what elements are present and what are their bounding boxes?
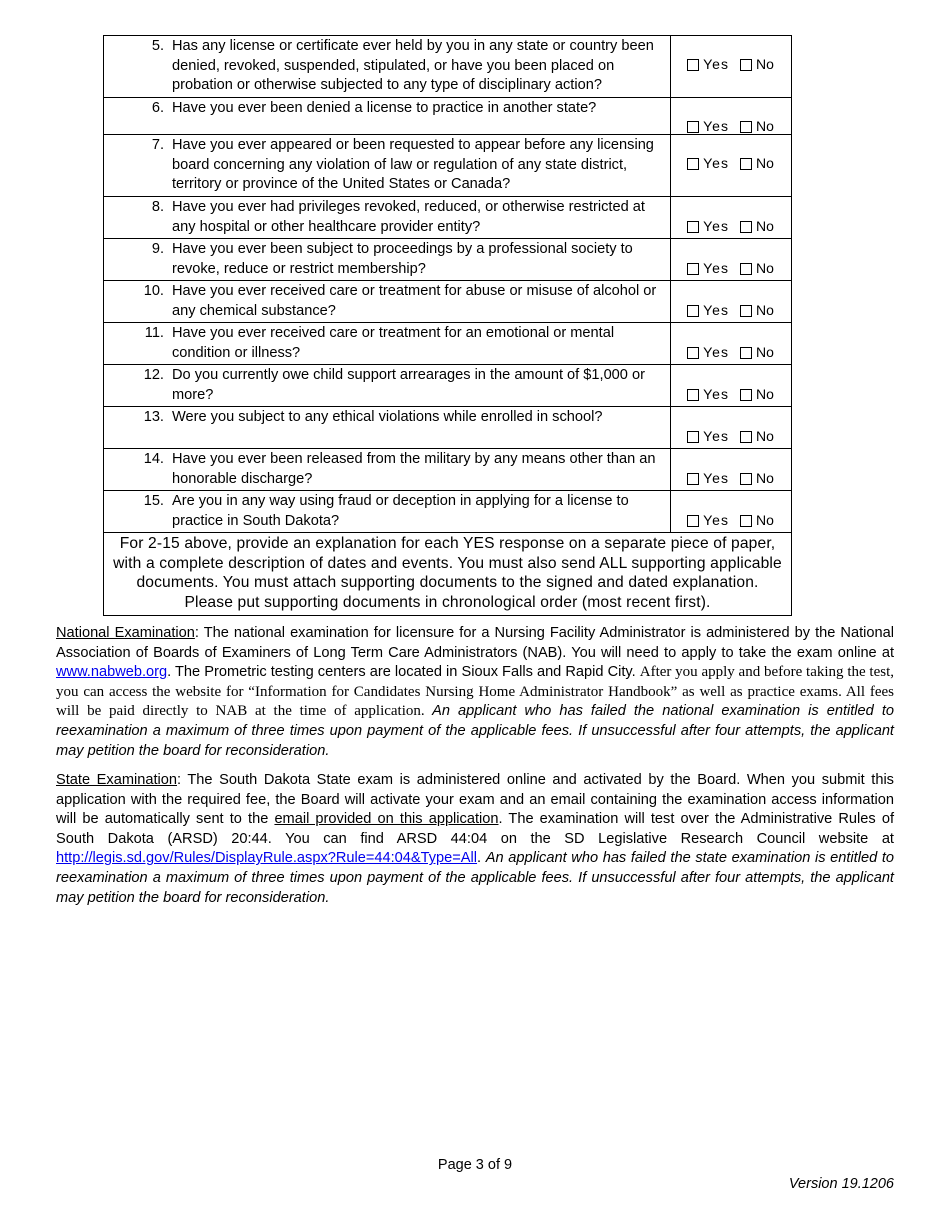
question-text-cell (104, 449, 671, 491)
answer-cell (671, 239, 792, 281)
yes-checkbox[interactable] (687, 121, 699, 133)
question-text-cell (104, 135, 671, 197)
yes-checkbox[interactable] (687, 59, 699, 71)
question-text-cell (104, 239, 671, 281)
answer-cell (671, 135, 792, 197)
no-label: No (755, 118, 774, 134)
no-label: No (755, 344, 774, 360)
yes-label: Yes (703, 155, 729, 171)
question-text: Are you in any way using fraud or deception in applying for a license to practice in South Dakota? (172, 493, 629, 529)
yes-checkbox[interactable] (687, 221, 699, 233)
state-text-3: . (477, 850, 486, 867)
answer-cell (671, 365, 792, 407)
no-checkbox[interactable] (740, 59, 752, 71)
question-row (104, 407, 792, 449)
state-text-1: : The South Dakota State exam is administered online and activated by the Board. When you submit this application with the required fee, the Board will activate your exam and an email containing the examination access information will be automatically sent to the (56, 772, 894, 828)
question-text: Were you subject to any ethical violations while enrolled in school? (172, 409, 603, 425)
question-text-cell (104, 98, 671, 135)
national-text-3: After you apply and before taking the test, you can access the website for “Information for Candidates Nursing Home Administrator Handbook” as well as practice exams. All fees will be paid directly to NAB at the time of application. (56, 664, 894, 720)
state-examination-paragraph (56, 771, 894, 908)
national-examination-paragraph (56, 624, 894, 761)
no-checkbox[interactable] (740, 347, 752, 359)
national-text-2: . The Prometric testing centers are located in Sioux Falls and Rapid City. (167, 664, 640, 681)
question-text: Have you ever received care or treatment for an emotional or mental condition or illness? (172, 325, 615, 361)
question-row (104, 491, 792, 533)
question-text-cell (104, 197, 671, 239)
question-row (104, 36, 792, 98)
question-text: Have you ever been released from the military by any means other than an honorable discharge? (172, 451, 656, 487)
answer-cell (671, 36, 792, 98)
answer-cell (671, 449, 792, 491)
question-number: 6. (151, 100, 164, 116)
yes-label: Yes (703, 512, 729, 528)
question-text-cell (104, 491, 671, 533)
no-checkbox[interactable] (740, 305, 752, 317)
question-text: Have you ever been denied a license to practice in another state? (172, 100, 597, 116)
yes-checkbox[interactable] (687, 305, 699, 317)
answer-cell (671, 197, 792, 239)
question-text-cell (104, 36, 671, 98)
question-text-cell (104, 323, 671, 365)
no-checkbox[interactable] (740, 263, 752, 275)
yes-checkbox[interactable] (687, 158, 699, 170)
state-examination-heading: State Examination (56, 772, 177, 788)
yes-checkbox[interactable] (687, 263, 699, 275)
question-row (104, 449, 792, 491)
no-checkbox[interactable] (740, 121, 752, 133)
yes-checkbox[interactable] (687, 515, 699, 527)
no-checkbox[interactable] (740, 431, 752, 443)
no-label: No (755, 470, 774, 486)
question-text: Do you currently owe child support arrearages in the amount of $1,000 or more? (172, 367, 645, 403)
no-label: No (755, 512, 774, 528)
question-row (104, 239, 792, 281)
yes-label: Yes (703, 386, 729, 402)
version-label: Version 19.1206 (788, 1176, 894, 1192)
yes-label: Yes (703, 218, 729, 234)
questions-table (103, 35, 792, 616)
explanation-note: For 2-15 above, provide an explanation for each YES response on a separate piece of paper, with a complete description of dates and events. You must also send ALL supporting applicable documents. You must attach supporting documents to the signed and dated explanation. Please put supporting documents in chronological order (most recent first). (104, 533, 792, 616)
question-number: 13. (143, 409, 164, 425)
question-number: 15. (143, 493, 164, 509)
no-checkbox[interactable] (740, 389, 752, 401)
answer-cell (671, 323, 792, 365)
no-checkbox[interactable] (740, 221, 752, 233)
answer-cell (671, 98, 792, 135)
national-examination-heading: National Examination (56, 625, 195, 641)
question-text-cell (104, 365, 671, 407)
question-number: 12. (143, 367, 164, 383)
yes-label: Yes (703, 470, 729, 486)
answer-cell (671, 281, 792, 323)
question-row (104, 197, 792, 239)
no-label: No (755, 386, 774, 402)
no-checkbox[interactable] (740, 473, 752, 485)
no-label: No (755, 428, 774, 444)
no-label: No (755, 260, 774, 276)
yes-checkbox[interactable] (687, 389, 699, 401)
email-provided-text: email provided on this application (274, 811, 499, 828)
question-text: Have you ever had privileges revoked, reduced, or otherwise restricted at any hospital or other healthcare provider entity? (172, 199, 645, 235)
question-text-cell (104, 281, 671, 323)
page-number: Page 3 of 9 (437, 1157, 513, 1173)
question-number: 14. (143, 451, 164, 467)
yes-label: Yes (703, 428, 729, 444)
no-label: No (755, 155, 774, 171)
question-text: Have you ever received care or treatment for abuse or misuse of alcohol or any chemical substance? (172, 283, 657, 319)
question-number: 8. (151, 199, 164, 215)
national-reexam-note: An applicant who has failed the national examination is entitled to reexamination a maximum of three times upon payment of the applicable fees. If unsuccessful after four attempts, the applicant may petition the board for reconsideration. (56, 703, 894, 759)
question-row (104, 98, 792, 135)
yes-checkbox[interactable] (687, 347, 699, 359)
nabweb-link[interactable]: www.nabweb.org (56, 664, 168, 681)
legis-rules-link[interactable]: http://legis.sd.gov/Rules/DisplayRule.aspx?Rule=44:04&Type=All (56, 850, 478, 867)
answer-cell (671, 407, 792, 449)
yes-checkbox[interactable] (687, 431, 699, 443)
yes-checkbox[interactable] (687, 473, 699, 485)
no-label: No (755, 302, 774, 318)
national-text-1: : The national examination for licensure for a Nursing Facility Administrator is administered by the National Association of Boards of Examiners of Long Term Care Administrators (NAB). You will need to apply to take the exam online at (56, 625, 894, 661)
yes-label: Yes (703, 260, 729, 276)
question-text: Has any license or certificate ever held by you in any state or country been denied, revoked, suspended, stipulated, or have you been placed on probation or otherwise subjected to any type of disciplinary action? (172, 38, 654, 93)
state-reexam-note: An applicant who has failed the state examination is entitled to reexamination a maximum of three times upon payment of the applicable fees. If unsuccessful after four attempts, the applicant may petition the board for reconsideration. (56, 850, 895, 906)
yes-label: Yes (703, 56, 729, 72)
no-checkbox[interactable] (740, 515, 752, 527)
no-label: No (755, 218, 774, 234)
yes-label: Yes (703, 118, 729, 134)
question-number: 9. (151, 241, 164, 257)
question-number: 7. (151, 137, 164, 153)
yes-label: Yes (703, 344, 729, 360)
question-text: Have you ever been subject to proceedings by a professional society to revoke, reduce or restrict membership? (172, 241, 633, 277)
question-text: Have you ever appeared or been requested to appear before any licensing board concerning any violation of law or regulation of any state district, territory or province of the United States or Canada? (172, 137, 654, 192)
question-number: 5. (151, 38, 164, 54)
yes-label: Yes (703, 302, 729, 318)
answer-cell (671, 491, 792, 533)
question-text-cell (104, 407, 671, 449)
question-row (104, 365, 792, 407)
question-row (104, 135, 792, 197)
no-checkbox[interactable] (740, 158, 752, 170)
question-number: 10. (143, 283, 164, 299)
question-row (104, 323, 792, 365)
state-text-2: . The examination will test over the Administrative Rules of South Dakota (ARSD) 20:44. You can find ARSD 44:04 on the SD Legislative Research Council website at (56, 811, 894, 847)
no-label: No (755, 56, 774, 72)
question-number: 11. (144, 325, 164, 341)
question-row (104, 281, 792, 323)
